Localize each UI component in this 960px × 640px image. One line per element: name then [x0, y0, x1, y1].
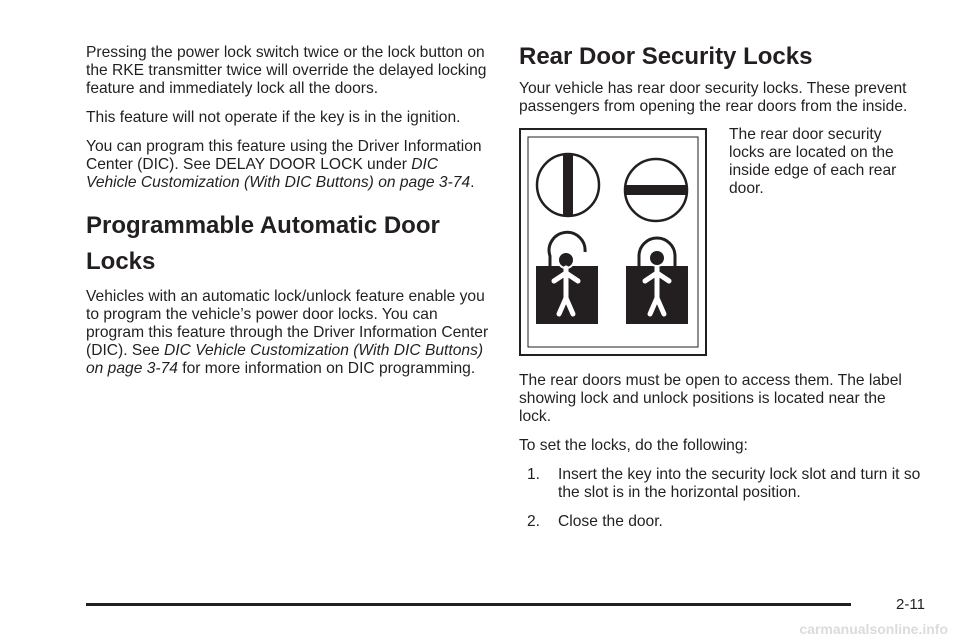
- step-number: 2.: [527, 513, 541, 530]
- left-column: [86, 44, 490, 389]
- paragraph-rear-locks-intro: Your vehicle has rear door security locks. These prevent passengers from opening the rear doors from the inside.: [519, 80, 908, 115]
- paragraph-set-locks: To set the locks, do the following:: [519, 437, 748, 454]
- dic-reference-link-2[interactable]: DIC Vehicle Customization (With DIC Buttons) on page 3-74: [86, 342, 484, 377]
- list-item: [527, 513, 921, 531]
- paragraph-ignition-note: This feature will not operate if the key is in the ignition.: [86, 109, 461, 126]
- section-heading-programmable-locks: Programmable Automatic Door Locks: [86, 212, 440, 275]
- figure-caption: The rear door security locks are located on the inside edge of each rear door.: [729, 126, 897, 197]
- dic-program-end: .: [470, 174, 475, 191]
- svg-text:carmanualsonline.info: carmanualsonline.info: [799, 621, 948, 637]
- steps-list: [519, 466, 921, 531]
- slot-vertical-icon: [537, 154, 599, 216]
- right-column: [519, 42, 921, 542]
- paragraph-access-note: The rear doors must be open to access them. The label showing lock and unlock positions is located near the lock.: [519, 372, 902, 425]
- footer-rule: [86, 603, 851, 606]
- watermark-logo: [748, 620, 948, 638]
- rear-door-lock-label-illustration: [519, 128, 707, 356]
- step-text: Close the door.: [558, 513, 663, 530]
- step-text: Insert the key into the security lock slot and turn it so the slot is in the horizontal position.: [558, 466, 921, 501]
- dic-reference-link[interactable]: DIC Vehicle Customization (With DIC Buttons) on page 3-74: [86, 156, 471, 191]
- paragraph-auto-lock: [86, 288, 490, 378]
- page-number: 2-11: [896, 596, 925, 613]
- section-heading-rear-door-locks: Rear Door Security Locks: [519, 43, 813, 70]
- slot-horizontal-icon: [625, 159, 687, 221]
- step-number: 1.: [527, 466, 541, 483]
- auto-lock-end: for more information on DIC programming.: [182, 360, 476, 377]
- paragraph-delayed-locking: Pressing the power lock switch twice or the lock button on the RKE transmitter twice will override the delayed locking feature and immediately lock all the doors.: [86, 44, 487, 97]
- list-item: [527, 466, 921, 502]
- dic-program-text: You can program this feature using the Driver Information Center (DIC). See DELAY DOOR LOCK under: [86, 138, 482, 173]
- paragraph-dic-program: [86, 138, 490, 192]
- auto-lock-text: Vehicles with an automatic lock/unlock feature enable you to program the vehicle’s power door locks. You can program this feature through the Driver Information Center (DIC). See: [86, 288, 489, 359]
- figure-row: [519, 128, 921, 356]
